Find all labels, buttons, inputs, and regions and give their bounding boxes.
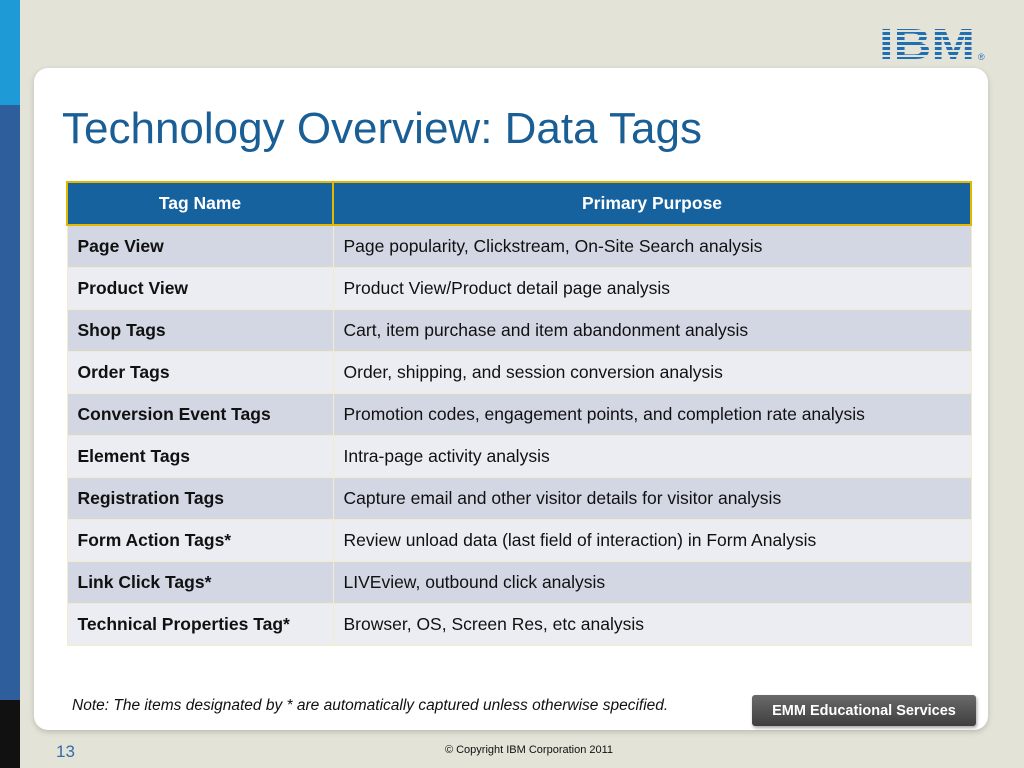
purpose-cell: Page popularity, Clickstream, On-Site Search analysis xyxy=(333,225,971,268)
table-header-row xyxy=(67,182,971,225)
purpose-cell: LIVEview, outbound click analysis xyxy=(333,562,971,604)
table-row xyxy=(67,352,971,394)
copyright-notice: © Copyright IBM Corporation 2011 xyxy=(444,744,614,756)
table-row xyxy=(67,268,971,310)
tag-name-cell: Element Tags xyxy=(67,436,333,478)
svg-text:®: ® xyxy=(978,52,985,62)
purpose-cell: Product View/Product detail page analysis xyxy=(333,268,971,310)
ibm-logo xyxy=(879,22,989,64)
tag-name-cell: Product View xyxy=(67,268,333,310)
emm-educational-services-badge: EMM Educational Services xyxy=(752,695,976,726)
column-header-tag-name: Tag Name xyxy=(67,182,333,225)
table-row xyxy=(67,562,971,604)
column-header-primary-purpose: Primary Purpose xyxy=(333,182,971,225)
side-strip-middle xyxy=(0,105,20,700)
table-row xyxy=(67,436,971,478)
purpose-cell: Review unload data (last field of interaction) in Form Analysis xyxy=(333,520,971,562)
side-strip-top xyxy=(0,0,20,105)
side-strip-bottom xyxy=(0,700,20,768)
table-row xyxy=(67,520,971,562)
tag-name-cell: Order Tags xyxy=(67,352,333,394)
tag-name-cell: Form Action Tags* xyxy=(67,520,333,562)
tag-name-cell: Link Click Tags* xyxy=(67,562,333,604)
purpose-cell: Order, shipping, and session conversion analysis xyxy=(333,352,971,394)
tag-name-cell: Technical Properties Tag* xyxy=(67,604,333,646)
purpose-cell: Cart, item purchase and item abandonment analysis xyxy=(333,310,971,352)
purpose-cell: Promotion codes, engagement points, and completion rate analysis xyxy=(333,394,971,436)
purpose-cell: Browser, OS, Screen Res, etc analysis xyxy=(333,604,971,646)
slide-title: Technology Overview: Data Tags xyxy=(62,104,702,153)
table-row xyxy=(67,604,971,646)
footnote: Note: The items designated by * are automatically captured unless otherwise specified. xyxy=(72,697,669,714)
tag-name-cell: Conversion Event Tags xyxy=(67,394,333,436)
tag-name-cell: Shop Tags xyxy=(67,310,333,352)
tag-name-cell: Registration Tags xyxy=(67,478,333,520)
table-row xyxy=(67,394,971,436)
table-row xyxy=(67,225,971,268)
purpose-cell: Intra-page activity analysis xyxy=(333,436,971,478)
ibm-logo-graphic xyxy=(879,22,989,64)
svg-text:IBM: IBM xyxy=(879,22,975,64)
data-tags-table xyxy=(66,181,972,646)
purpose-cell: Capture email and other visitor details for visitor analysis xyxy=(333,478,971,520)
table-row xyxy=(67,478,971,520)
table-row xyxy=(67,310,971,352)
tag-name-cell: Page View xyxy=(67,225,333,268)
page-number: 13 xyxy=(56,742,75,761)
